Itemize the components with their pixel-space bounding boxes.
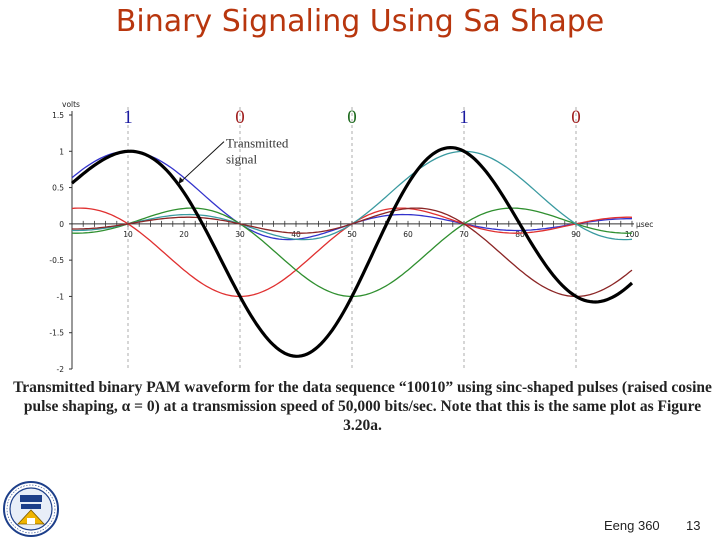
x-tick-label: 10 <box>123 229 133 239</box>
bit-label: 0 <box>235 107 245 128</box>
y-tick-label: -1.5 <box>49 328 64 338</box>
x-tick-label: 30 <box>235 229 245 239</box>
bit-label: 0 <box>347 107 357 128</box>
y-tick-label: -2 <box>56 365 64 374</box>
x-tick-label: 80 <box>515 229 525 239</box>
annotation-text: Transmitted <box>226 135 289 151</box>
x-tick-label: 50 <box>347 229 357 239</box>
x-tick-label: 70 <box>459 229 469 239</box>
bit-label: 0 <box>571 107 581 128</box>
y-tick-label: 0 <box>59 219 64 229</box>
bit-label: 1 <box>459 107 469 128</box>
pam-waveform-chart <box>0 95 720 380</box>
x-tick-label: 60 <box>403 229 413 239</box>
y-axis-label: volts <box>62 100 80 109</box>
x-tick-label: 40 <box>291 229 301 239</box>
x-axis-label: μsec <box>636 219 654 229</box>
x-tick-label: 90 <box>571 229 581 239</box>
tick-labels <box>49 100 653 374</box>
annotation-text: signal <box>226 151 258 167</box>
y-tick-label: 0.5 <box>52 183 64 193</box>
figure-caption: Transmitted binary PAM waveform for the data sequence “10010” using sinc-shaped pulses (raised cosine pulse shaping, α = 0) at a transmission speed of 50,000 bits/sec. Note that this is the same plot as Figure 3.20a. <box>13 379 712 434</box>
annotation-arrow <box>178 142 224 184</box>
course-code: Eeng 360 <box>604 518 660 533</box>
y-tick-label: -0.5 <box>49 256 64 266</box>
page-number: 13 <box>686 518 701 533</box>
x-tick-label: 20 <box>179 229 189 239</box>
bit-label: 1 <box>123 107 133 128</box>
university-seal-icon <box>2 480 60 538</box>
y-tick-label: -1 <box>56 292 64 302</box>
axes <box>69 111 634 369</box>
y-tick-label: 1 <box>59 147 64 157</box>
y-tick-label: 1.5 <box>52 111 64 120</box>
bit-labels <box>123 107 581 128</box>
annotation-arrowhead <box>178 177 184 184</box>
slide-title: Binary Signaling Using Sa Shape <box>115 4 605 39</box>
annotation <box>178 136 288 184</box>
x-tick-label: 100 <box>624 229 640 239</box>
